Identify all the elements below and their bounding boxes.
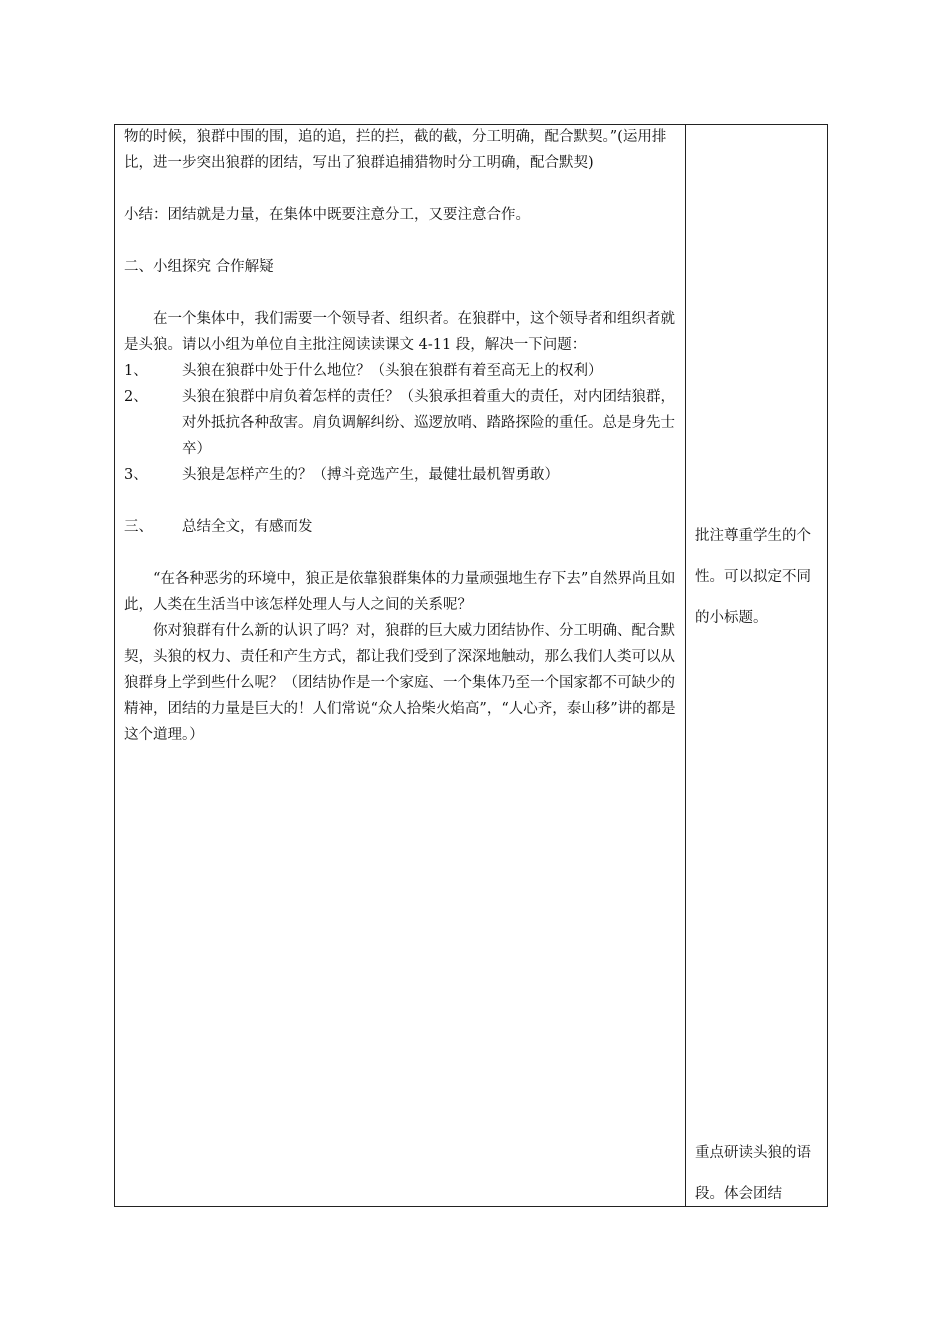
question-2-number: 2、	[124, 389, 148, 405]
section-3-title: 总结全文，有感而发	[182, 519, 313, 535]
question-3	[124, 462, 680, 488]
section-3-heading	[124, 514, 680, 540]
side-note-2: 重点研读头狼的语段。体会团结	[695, 1145, 811, 1202]
section-3-number: 三、	[124, 519, 153, 535]
question-3-text: 头狼是怎样产生的？（搏斗竞选产生，最健壮最机智勇敢）	[182, 467, 559, 483]
question-1	[124, 358, 680, 384]
column-divider	[685, 124, 686, 1207]
paragraph-2: 在一个集体中，我们需要一个领导者、组织者。在狼群中，这个领导者和组织者就是头狼。请以小组为单位自主批注阅读读课文 4-11 段，解决一下问题：	[124, 311, 675, 353]
paragraph-4: 你对狼群有什么新的认识了吗？对，狼群的巨大威力团结协作、分工明确、配合默契，头狼的权力、责任和产生方式，都让我们受到了深深地触动，那么我们人类可以从狼群身上学到些什么呢？（团结协作是一个家庭、一个集体乃至一个国家都不可缺少的精神，团结的力量是巨大的！人们常说“众人拾柴火焰高”，“人心齐，泰山移”讲的都是这个道理。）	[124, 623, 676, 743]
summary-line: 小结：团结就是力量，在集体中既要注意分工，又要注意合作。	[124, 207, 530, 223]
question-1-text: 头狼在狼群中处于什么地位？（头狼在狼群有着至高无上的权利）	[182, 363, 603, 379]
question-2-text: 头狼在狼群中肩负着怎样的责任？（头狼承担着重大的责任，对内团结狼群，对外抵抗各种敌害。肩负调解纠纷、巡逻放哨、踏路探险的重任。总是身先士卒）	[182, 389, 675, 457]
question-2	[124, 384, 680, 462]
section-2-heading: 二、小组探究 合作解疑	[124, 259, 274, 275]
question-3-number: 3、	[124, 467, 148, 483]
paragraph-1: 物的时候，狼群中围的围，追的追，拦的拦，截的截，分工明确，配合默契。”(运用排比，进一步突出狼群的团结，写出了狼群追捕猎物时分工明确，配合默契)	[124, 129, 667, 171]
question-1-number: 1、	[124, 363, 148, 379]
paragraph-3: “在各种恶劣的环境中，狼正是依靠狼群集体的力量顽强地生存下去”自然界尚且如此，人类在生活当中该怎样处理人与人之间的关系呢？	[124, 571, 676, 613]
side-note-1: 批注尊重学生的个性。可以拟定不同的小标题。	[695, 528, 811, 626]
main-column	[124, 124, 680, 748]
